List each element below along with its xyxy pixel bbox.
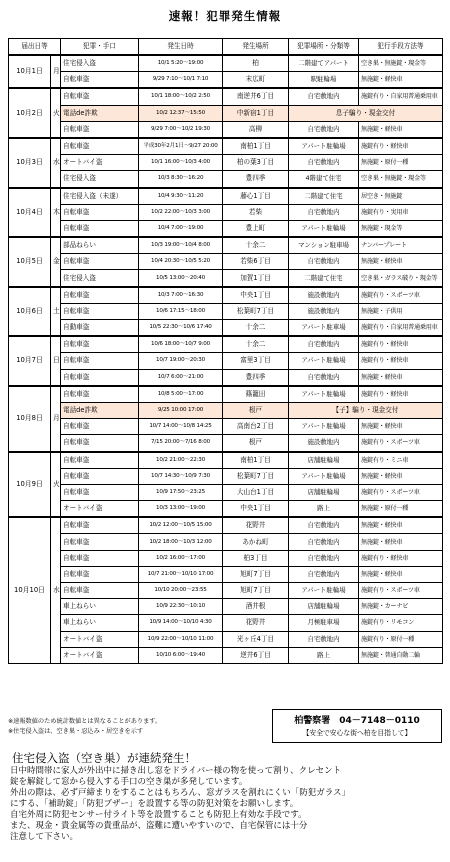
occurrence-datetime: 10/2 16:00〜17:00 [139,550,223,566]
police-name: 柏警察署 04－7148－0110 [294,716,420,726]
crime-method: 無施錠・原付一種 [359,155,443,171]
report-date: 10月5日 [9,237,51,287]
occurrence-datetime: 10/2 21:00〜22:30 [139,452,223,469]
occurrence-datetime: 10/9 14:00〜10/10 4:30 [139,615,223,631]
crime-type: 自転車盗 [61,336,139,353]
day-of-week: 日 [51,336,61,386]
occurrence-datetime: 10/4 7:00〜19:00 [139,220,223,237]
occurrence-place: 逆井6丁目 [223,647,289,663]
crime-method: 無施錠・軽快車 [359,254,443,270]
advice-line: また、現金・貴金属等の貴重品が、盗難に遭いやすいので、自宅保管には十分 [10,821,308,831]
table-row [9,270,443,287]
table-row [9,419,443,435]
table-row [9,599,443,615]
crime-method: 無施錠・軽快車 [359,517,443,534]
occurrence-place: 根戸 [223,435,289,452]
table-row [9,402,443,418]
crime-type: オートバイ盗 [61,155,139,171]
day-of-week: 水 [51,517,61,663]
table-row [9,583,443,599]
crime-type: 自転車盗 [61,583,139,599]
table-row [9,615,443,631]
occurrence-place: 松葉町7丁目 [223,303,289,319]
crime-type: 自転車盗 [61,72,139,89]
table-row [9,484,443,500]
location-category: 二階建てアパート [289,55,359,72]
location-category: アパート駐輪場 [289,468,359,484]
crime-method: 施錠有り・原付一種 [359,631,443,647]
occurrence-datetime: 10/4 20:30〜10/5 5:20 [139,254,223,270]
occurrence-place: 酒井根 [223,599,289,615]
crime-method: 施錠有り・スポーツ車 [359,484,443,500]
header-category: 犯罪場所・分類等 [289,39,359,56]
crime-type: 電話de詐欺 [61,402,139,418]
day-of-week: 木 [51,188,61,238]
occurrence-datetime: 10/5 22:30〜10/6 17:40 [139,320,223,337]
crime-method: 無施錠・カーナビ [359,599,443,615]
table-row [9,468,443,484]
table-row [9,121,443,138]
occurrence-place: 南逆井6丁目 [223,88,289,105]
location-category: アパート駐車場 [289,320,359,337]
police-contact-box [272,709,442,743]
crime-method: 施錠有り・自家用普通乗用車 [359,320,443,337]
day-of-week: 火 [51,452,61,518]
crime-type: 自転車盗 [61,484,139,500]
crime-type: 自転車盗 [61,220,139,237]
occurrence-datetime: 10/2 22:00〜10/3 3:00 [139,204,223,220]
occurrence-datetime: 10/2 18:00〜10/3 12:00 [139,534,223,550]
crime-method: 空き巣・無施錠・現金等 [359,171,443,188]
occurrence-place: 末広町 [223,72,289,89]
table-row [9,88,443,105]
crime-type: 自転車盗 [61,566,139,582]
occurrence-place: 豊四季 [223,171,289,188]
crime-type: 自転車盗 [61,419,139,435]
header-crime: 犯罪・手口 [61,39,139,56]
crime-method: 無施錠・原付一種 [359,501,443,518]
occurrence-place: 中新宿1丁目 [223,105,289,121]
occurrence-place: 若柴6丁目 [223,254,289,270]
location-category: 路上 [289,647,359,663]
crime-type: 車上ねらい [61,599,139,615]
occurrence-datetime: 9/29 7:10〜10/1 7:10 [139,72,223,89]
report-date: 10月4日 [9,188,51,238]
crime-method: 施錠有り・スポーツ車 [359,287,443,304]
crime-method: ナンバープレート [359,237,443,254]
advice-line: にする、「補助錠」「防犯ブザー」を設置する等の防犯対策をお願いします。 [10,799,299,809]
occurrence-datetime: 10/2 12:00〜10/5 15:00 [139,517,223,534]
crime-type: オートバイ盗 [61,501,139,518]
crime-method: 無施錠・子供用 [359,303,443,319]
occurrence-datetime: 10/2 12:37〜15:50 [139,105,223,121]
occurrence-datetime: 10/3 7:00〜16:30 [139,287,223,304]
occurrence-place: 花野井 [223,517,289,534]
occurrence-datetime: 9/25 10:00 17:00 [139,402,223,418]
occurrence-datetime: 10/3 8:30〜16:20 [139,171,223,188]
crime-type: 自転車盗 [61,517,139,534]
occurrence-place: 松葉町7丁目 [223,468,289,484]
crime-method: 施錠有り・軽快車 [359,386,443,403]
table-row [9,517,443,534]
occurrence-place: 光ヶ丘4丁目 [223,631,289,647]
location-category: 自宅敷地内 [289,369,359,386]
crime-method: 無施錠・軽快車 [359,468,443,484]
table-row [9,501,443,518]
crime-type: オートバイ盗 [61,631,139,647]
location-category: アパート駐輪場 [289,220,359,237]
occurrence-datetime: 10/1 16:00〜10/3 4:00 [139,155,223,171]
occurrence-place: 篠籠田 [223,386,289,403]
occurrence-place: 旭町7丁目 [223,566,289,582]
occurrence-place: 加賀1丁目 [223,270,289,287]
day-of-week: 火 [51,88,61,138]
table-row [9,336,443,353]
advice-line: 注意して下さい。 [10,832,79,842]
occurrence-datetime: 10/1 18:00〜10/2 2:50 [139,88,223,105]
crime-method: 施錠有り・スポーツ車 [359,435,443,452]
table-row [9,303,443,319]
advice-text [10,766,442,843]
crime-method: 施錠有り・軽快車 [359,138,443,155]
crime-method: 無施錠・軽快車 [359,72,443,89]
crime-type: 自転車盗 [61,287,139,304]
location-category: 自宅敷地内 [289,336,359,353]
location-category: マンション駐車場 [289,237,359,254]
location-category: 路上 [289,501,359,518]
occurrence-place: 花野井 [223,615,289,631]
note-stat: ※速報数値のため統計数値とは異なることがあります。 [8,718,162,725]
occurrence-place: 柏3丁目 [223,550,289,566]
occurrence-place: 中央1丁目 [223,501,289,518]
table-row [9,550,443,566]
crime-method: 施錠有り・スポーツ車 [359,583,443,599]
table-row [9,188,443,205]
crime-type: 住宅侵入盗 [61,270,139,287]
crime-method: 施錠有り・軽快車 [359,550,443,566]
location-category: 施設敷地内 [289,287,359,304]
occurrence-datetime: 10/4 9:30〜11:20 [139,188,223,205]
crime-method: 無施錠・現金等 [359,220,443,237]
occurrence-datetime: 10/7 21:00〜10/10 17:00 [139,566,223,582]
location-category: 月極駐車場 [289,615,359,631]
crime-method: 無施錠・普通自動二輪 [359,647,443,663]
crime-method: 施錠有り・軽快車 [359,353,443,369]
crime-type: 部品ねらい [61,237,139,254]
location-category: 二階建て住宅 [289,188,359,205]
crime-method: 施錠有り・ミニ車 [359,452,443,469]
occurrence-datetime: 10/1 5:20〜19:00 [139,55,223,72]
location-category: 施設敷地内 [289,435,359,452]
crime-type: 自転車盗 [61,121,139,138]
occurrence-place: あかね町 [223,534,289,550]
table-row [9,386,443,403]
occurrence-place: 藤心1丁目 [223,188,289,205]
location-category: 自宅敷地内 [289,121,359,138]
crime-type: 自転車盗 [61,452,139,469]
occurrence-datetime: 9/29 7:00〜10/2 19:30 [139,121,223,138]
crime-type: 住宅侵入盗（未遂） [61,188,139,205]
table-row [9,220,443,237]
occurrence-datetime: 10/3 19:00〜10/4 8:00 [139,237,223,254]
table-row [9,369,443,386]
crime-type: 電話de詐欺 [61,105,139,121]
crime-method: 施錠有り・軽快車 [359,336,443,353]
location-category: 自宅敷地内 [289,550,359,566]
occurrence-place: 十余二 [223,336,289,353]
fraud-method: 息子騙り・現金交付 [289,105,443,121]
day-of-week: 土 [51,287,61,337]
crime-method: 空き巣・ガラス破り・現金等 [359,270,443,287]
location-category: アパート駐輪場 [289,138,359,155]
occurrence-place: 高柳 [223,121,289,138]
day-of-week: 水 [51,138,61,188]
crime-type: オートバイ盗 [61,647,139,663]
fraud-method: 【子】騙り・現金交付 [289,402,443,418]
location-category: 自宅敷地内 [289,631,359,647]
table-row [9,287,443,304]
location-category: アパート駐輪場 [289,353,359,369]
table-row [9,320,443,337]
location-category: 自宅敷地内 [289,517,359,534]
day-of-week: 月 [51,55,61,88]
report-date: 10月2日 [9,88,51,138]
occurrence-datetime: 10/7 14:00〜10/8 14:25 [139,419,223,435]
occurrence-datetime: 10/6 17:15〜18:00 [139,303,223,319]
occurrence-datetime: 平成30年2月1日〜9/27 20:00 [139,138,223,155]
crime-type: 車上ねらい [61,615,139,631]
table-row [9,155,443,171]
crime-type: 自転車盗 [61,468,139,484]
occurrence-place: 十余二 [223,320,289,337]
crime-type: 自転車盗 [61,550,139,566]
occurrence-datetime: 10/6 18:00〜10/7 9:00 [139,336,223,353]
table-header-row [9,39,443,56]
occurrence-place: 柏の葉3丁目 [223,155,289,171]
occurrence-datetime: 10/10 6:00〜19:40 [139,647,223,663]
table-row [9,237,443,254]
location-category: アパート駐輪場 [289,419,359,435]
crime-method: 居空き・無施錠 [359,188,443,205]
occurrence-place: 豊上町 [223,220,289,237]
location-category: 自宅敷地内 [289,88,359,105]
occurrence-place: 富里3丁目 [223,353,289,369]
table-row [9,452,443,469]
header-place: 発生場所 [223,39,289,56]
crime-type: 自転車盗 [61,88,139,105]
crime-method: 施錠有り・自家用普通乗用車 [359,88,443,105]
crime-method: 無施錠・軽快車 [359,534,443,550]
table-row [9,105,443,121]
crime-type: 自転車盗 [61,138,139,155]
advice-line: 日中時間帯に家人が外出中に掃き出し窓をドライバー様の物を使って割り、クレセント [10,766,342,776]
table-row [9,566,443,582]
table-row [9,534,443,550]
header-date: 届出日等 [9,39,61,56]
report-date: 10月3日 [9,138,51,188]
page-title: 速報！犯罪発生情報 [168,9,282,23]
occurrence-place: 柏 [223,55,289,72]
crime-type: 自転車盗 [61,534,139,550]
table-row [9,435,443,452]
occurrence-place: 十余二 [223,237,289,254]
table-row [9,647,443,663]
crime-table-body [9,55,443,663]
table-row [9,72,443,89]
crime-method: 施錠有り・実用車 [359,204,443,220]
location-category: 自宅敷地内 [289,566,359,582]
crime-method: 無施錠・軽快車 [359,121,443,138]
occurrence-datetime: 10/7 19:00〜20:30 [139,353,223,369]
location-category: 店舗駐輪場 [289,452,359,469]
crime-table [8,38,443,664]
occurrence-datetime: 10/7 14:30〜10/9 7:30 [139,468,223,484]
location-category: 店舗駐輪場 [289,484,359,500]
occurrence-place: 高南台2丁目 [223,419,289,435]
occurrence-place: 旭町7丁目 [223,583,289,599]
location-category: 自宅敷地内 [289,155,359,171]
occurrence-datetime: 10/9 17:50〜23:25 [139,484,223,500]
advice-line: 錠を解錠して窓から侵入する手口の空き巣が多発しています。 [10,777,248,787]
crime-type: 自転車盗 [61,435,139,452]
report-date: 10月6日 [9,287,51,337]
crime-method: 無施錠・軽快車 [359,419,443,435]
crime-method: 無施錠・軽快車 [359,566,443,582]
location-category: 自宅敷地内 [289,204,359,220]
crime-type: 自転車盗 [61,386,139,403]
report-date: 10月10日 [9,517,51,663]
note-burglary: ※住宅侵入盗は、空き巣・忍込み・居空きを示す [8,728,144,735]
headline: 住宅侵入盗（空き巣）が連続発生！ [12,751,196,765]
occurrence-datetime: 10/5 13:00〜20:40 [139,270,223,287]
location-category: 施設敷地内 [289,303,359,319]
table-row [9,55,443,72]
table-row [9,254,443,270]
crime-type: 自転車盗 [61,353,139,369]
table-row [9,138,443,155]
report-date: 10月9日 [9,452,51,518]
table-row [9,631,443,647]
header-method: 犯行手段方法等 [359,39,443,56]
occurrence-datetime: 10/3 13:00〜19:00 [139,501,223,518]
crime-type: 自転車盗 [61,369,139,386]
crime-type: 自転車盗 [61,204,139,220]
crime-method: 空き巣・無施錠・現金等 [359,55,443,72]
location-category: 駅駐輪場 [289,72,359,89]
report-date: 10月7日 [9,336,51,386]
occurrence-place: 若柴 [223,204,289,220]
location-category: 4階建て住宅 [289,171,359,188]
day-of-week: 金 [51,237,61,287]
location-category: アパート駐輪場 [289,583,359,599]
report-date: 10月8日 [9,386,51,452]
location-category: 自宅敷地内 [289,254,359,270]
day-of-week: 月 [51,386,61,452]
location-category: 二階建て住宅 [289,270,359,287]
location-category: 自宅敷地内 [289,534,359,550]
advice-line: 自宅外周に防犯センサー付ライト等を設置することも防犯上有効な手段です。 [10,810,307,820]
occurrence-place: 南柏1丁目 [223,452,289,469]
crime-type: 自転車盗 [61,254,139,270]
crime-type: 住宅侵入盗 [61,171,139,188]
header-datetime: 発生日時 [139,39,223,56]
occurrence-datetime: 10/9 22:30〜10:10 [139,599,223,615]
police-slogan: 【安全で安心な街へ柏を目指して】 [302,729,412,737]
report-date: 10月1日 [9,55,51,88]
occurrence-place: 豊四季 [223,369,289,386]
occurrence-datetime: 10/7 6:00〜21:00 [139,369,223,386]
location-category: アパート駐輪場 [289,386,359,403]
occurrence-place: 中央1丁目 [223,287,289,304]
occurrence-datetime: 10/10 20:00〜23:55 [139,583,223,599]
occurrence-place: 根戸 [223,402,289,418]
crime-type: 自動車盗 [61,320,139,337]
occurrence-place: 大山台1丁目 [223,484,289,500]
occurrence-place: 南柏1丁目 [223,138,289,155]
occurrence-datetime: 7/15 20:00〜7/16 8:00 [139,435,223,452]
crime-type: 住宅侵入盗 [61,55,139,72]
occurrence-datetime: 10/8 5:00〜17:00 [139,386,223,403]
table-row [9,353,443,369]
occurrence-datetime: 10/9 22:00〜10/10 11:00 [139,631,223,647]
crime-type: 自転車盗 [61,303,139,319]
location-category: 店舗駐輪場 [289,599,359,615]
crime-method: 施錠有り・リモコン [359,615,443,631]
crime-method: 無施錠・軽快車 [359,369,443,386]
table-row [9,171,443,188]
advice-line: 外出の際は、必ず戸締まりをすることはもちろん、窓ガラスを割れにくい「防犯ガラス」 [10,788,351,798]
table-row [9,204,443,220]
